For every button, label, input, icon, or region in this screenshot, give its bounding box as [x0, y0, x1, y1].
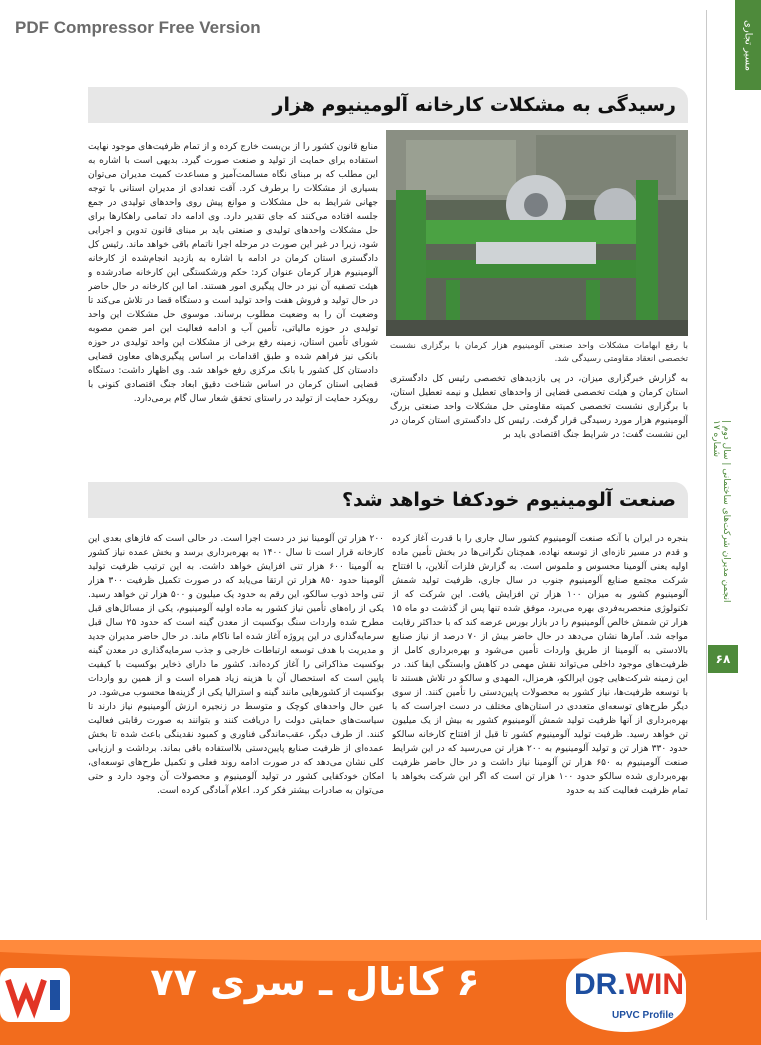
brand-logo-small [0, 960, 80, 1030]
article2-title: صنعت آلومینیوم خودکفا خواهد شد؟ [88, 482, 688, 518]
article1-column-right: به گزارش خبرگزاری میزان، در پی بازدیدهای تخصصی رئیس کل دادگستری استان کرمان و هیئت تخصصی قضایی از واحدهای تعطیل و نیمه تعطیل استان، با برگزاری نشست تخصصی کمیته مقاومتی حل مشکلات واحد صنعتی بزرگ آلومینیوم هزار مورد رسیدگی قرار گرفت. رئیس کل دادگستری استان کرمان در این نشست گفت: در شرایط جنگ اقتصادی باید بر [390, 374, 688, 440]
factory-photo [386, 130, 688, 336]
factory-photo-image [386, 130, 688, 336]
page-number: ۶۸ [708, 645, 738, 673]
drwin-logo-subtitle: UPVC Profile [612, 1010, 674, 1021]
article1-title: رسیدگی به مشکلات کارخانه آلومینیوم هزار [88, 87, 688, 123]
corner-tab: مسیر تجاری [735, 0, 761, 90]
photo-caption: با رفع ابهامات مشکلات واحد صنعتی آلومینیوم هزار کرمان با برگزاری نشست تخصصی انعقاد مقاومتی رسیدگی شد. [390, 341, 688, 364]
article1-column-left: منابع قانون کشور را از بن‌بست خارج کرده و از تمام ظرفیت‌های موجود نهایت استفاده برای حمایت از تولید و صنعت صورت گیرد. بدیهی است با اشاره به این مطلب که بر مبنای نگاه مسالمت‌آمیز و مساعدت کمیت مدیران می‌توان بسیاری از مشکلات را برطرف کرد. آقت تعدادی از مدیران استانی با توجه جهانی شرایط به حل مشکلات و موانع پیش روی واحدهای تولیدی در جمع جلسه افتاده می‌کنند که جای تقدیر دارد. وی ادامه داد تمامی راهکارها برای حل مشکلات واحدهای تولیدی و صنعتی باید بر مبنای قانون تدوین و اجرایی شود، زیرا در غیر این صورت در مرحله اجرا ناتمام باقی خواهد ماند. رئیس کل دادگستری استان کرمان در ادامه با اشاره به بازدید انجام‌شده از کارخانه آلومینیوم هزار کرمان عنوان کرد: حکم ورشکستگی این کارخانه صادرشده و هیئت تصفیه آن نیز در حال پیگیری امور هستند. اما این کارخانه در حال حاضر در حال تولید و فروش هفت واحد تولید است و دستگاه قضا در تلاش می‌کند تا وضعیت آن را به وضعیت مطلوب برساند. موسوی حل مشکلات این واحد تولیدی در حوزه مالیاتی، تأمین آب و ادامه فعالیت این امر ضمن مصوبه شورای تأمین استان، زمینه رفع برخی از مشکلات این واحد تولیدی در حوزه بانکی نیز فراهم شده و طبق اقدامات بر اساس پیگیری‌های معاون قضایی دادستان کل کشور با بانک مرکزی رفع خواهد شد. وی اظهار داشت: دستگاه قضایی استان کرمان در اساس شناخت دقیق ابعاد جنگ اقتصادی کنونی با رویکرد حمایت از تولید در راستای تحقق شعار سال گام برمی‌دارد. [88, 142, 378, 404]
watermark: PDF Compressor Free Version [15, 18, 261, 37]
article2-column-right: بنجره در ایران با آنکه صنعت آلومینیوم کشور سال جاری را با قدرت آغاز کرده و قدم در مسیر تازه‌ای از توسعه نهاده، همچنان نگرانی‌ها در بخش تأمین ماده اولیه یعنی آلومینا محسوس و ملموس است. به گزارش فلزات آنلاین، با افتتاح شرکت مجتمع صنایع آلومینیوم جنوب در سال جاری، ظرفیت تولید شمش آلومینیوم کشور به میزان ۱۰۰ هزار تن افزایش یافت. این شرکت که از تکنولوژی منحصربه‌فردی بهره می‌برد، موفق شده تنها پس از گذشت دو ماه ۱۵ هزار تن شمش خالص آلومینیوم را در بازار بورس عرضه کند که با حداکثر رقابت مواجه شد. آمارها نشان می‌دهد در حال حاضر بیش از ۷۰ درصد از نیاز صنایع بالادستی به آلومینا از طریق واردات تأمین می‌شود و بهره‌برداری کامل از ظرفیت‌های موجود داخلی می‌تواند نقش مهمی در کاهش وابستگی ایفا کند. در این زمینه شرکت‌هایی چون ایرالکو، هرمزال، المهدی و سالکو در تلاش هستند تا با توسعه ظرفیت‌ها، نیاز کشور به محصولات پایین‌دستی را تأمین کنند. از سوی دیگر طرح‌های توسعه‌ای متعددی در استان‌های مختلف در دست اجراست که با بهره‌برداری از آنها ظرفیت تولید شمش آلومینیوم کشور به بیش از یک میلیون تن خواهد رسید. ظرفیت تولید آلومینیوم کشور تا قبل از افتتاح کارخانه سالکو حدود ۳۳۰ هزار تن و تولید آلومینیوم به ۲۰۰ هزار تن می‌رسید که در این شرایط صنعت آلومینیوم به ۶۵۰ هزار تن آلومینا نیاز داشت و در حال حاضر ظرفیت بهره‌برداری شده سالکو حدود ۱۰۰ هزار تن است که اگر این شرکت بخواهد با تمام ظرفیت فعالیت کند به حدود [392, 534, 688, 796]
article2-column-left: ۲۰۰ هزار تن آلومینا نیز در دست اجرا است. در حالی است که فازهای بعدی این کارخانه قرار است تا سال ۱۴۰۰ به بهره‌برداری برسد و بخش عمده نیاز کشور به آلومینا ۶۰۰ هزار تنی افزایش خواهد داشت. به این ترتیب ظرفیت تولید آلومینا حدود ۸۵۰ هزار تن ارتقا می‌یابد که در صورت تکمیل ظرفیت ۳۰۰ هزار تنی واحد ذوب سالکو، این رقم به حدود یک میلیون و ۵۰۰ هزار تن خواهد رسید. یکی از راه‌های تأمین نیاز کشور به ماده اولیه آلومینیوم، یکی از مسائل‌های قبل مطرح شده واردات سنگ بوکسیت از معدن گینه است که حدود ۲۵ سال قبل سرمایه‌گذاری در این پروژه آغاز شده اما ناکام ماند. در حال حاضر مدیران جدید و مدیریت با هدف توسعه ارتباطات خارجی و جذب سرمایه‌گذاری در معدن گینه بوکسیت مذاکراتی را آغاز کرده‌اند. کشور ما دارای ذخایر بوکسیت با کیفیت پایین است که استحصال آن با هزینه زیاد همراه است و از همین رو واردات بوکسیت از کشورهایی مانند گینه و استرالیا یکی از گزینه‌ها محسوب می‌شود. در عین حال واحدهای کوچک و متوسط در زنجیره ارزش آلومینیوم نیاز دارند تا سیاست‌های حمایتی دولت را دریافت کنند و بتوانند به صورت رقابتی فعالیت کنند. از طرف دیگر، عقب‌ماندگی فناوری و کمبود نقدینگی باعث شده تا بخش عمده‌ای از ظرفیت صنایع پایین‌دستی بلااستفاده باقی بماند. برداشت و ارزیابی کلی نشان می‌دهد که در صورت ادامه روند فعلی و تکمیل طرح‌های توسعه‌ای، امکان خودکفایی کشور در تولید آلومینیوم و محصولات آن وجود دارد و حتی می‌توان به صادرات بیشتر فکر کرد. اعلام آمادگی کرده است. [88, 534, 384, 796]
drwin-logo-text: DR.WIN [574, 968, 684, 1001]
issue-sidebar: انجمن مدیران شرکت‌های ساختمانی | سال دوم | شماره ۱۷ [711, 420, 731, 603]
banner-headline: ۶ کانال ـ سری ۷۷ [150, 960, 480, 1004]
